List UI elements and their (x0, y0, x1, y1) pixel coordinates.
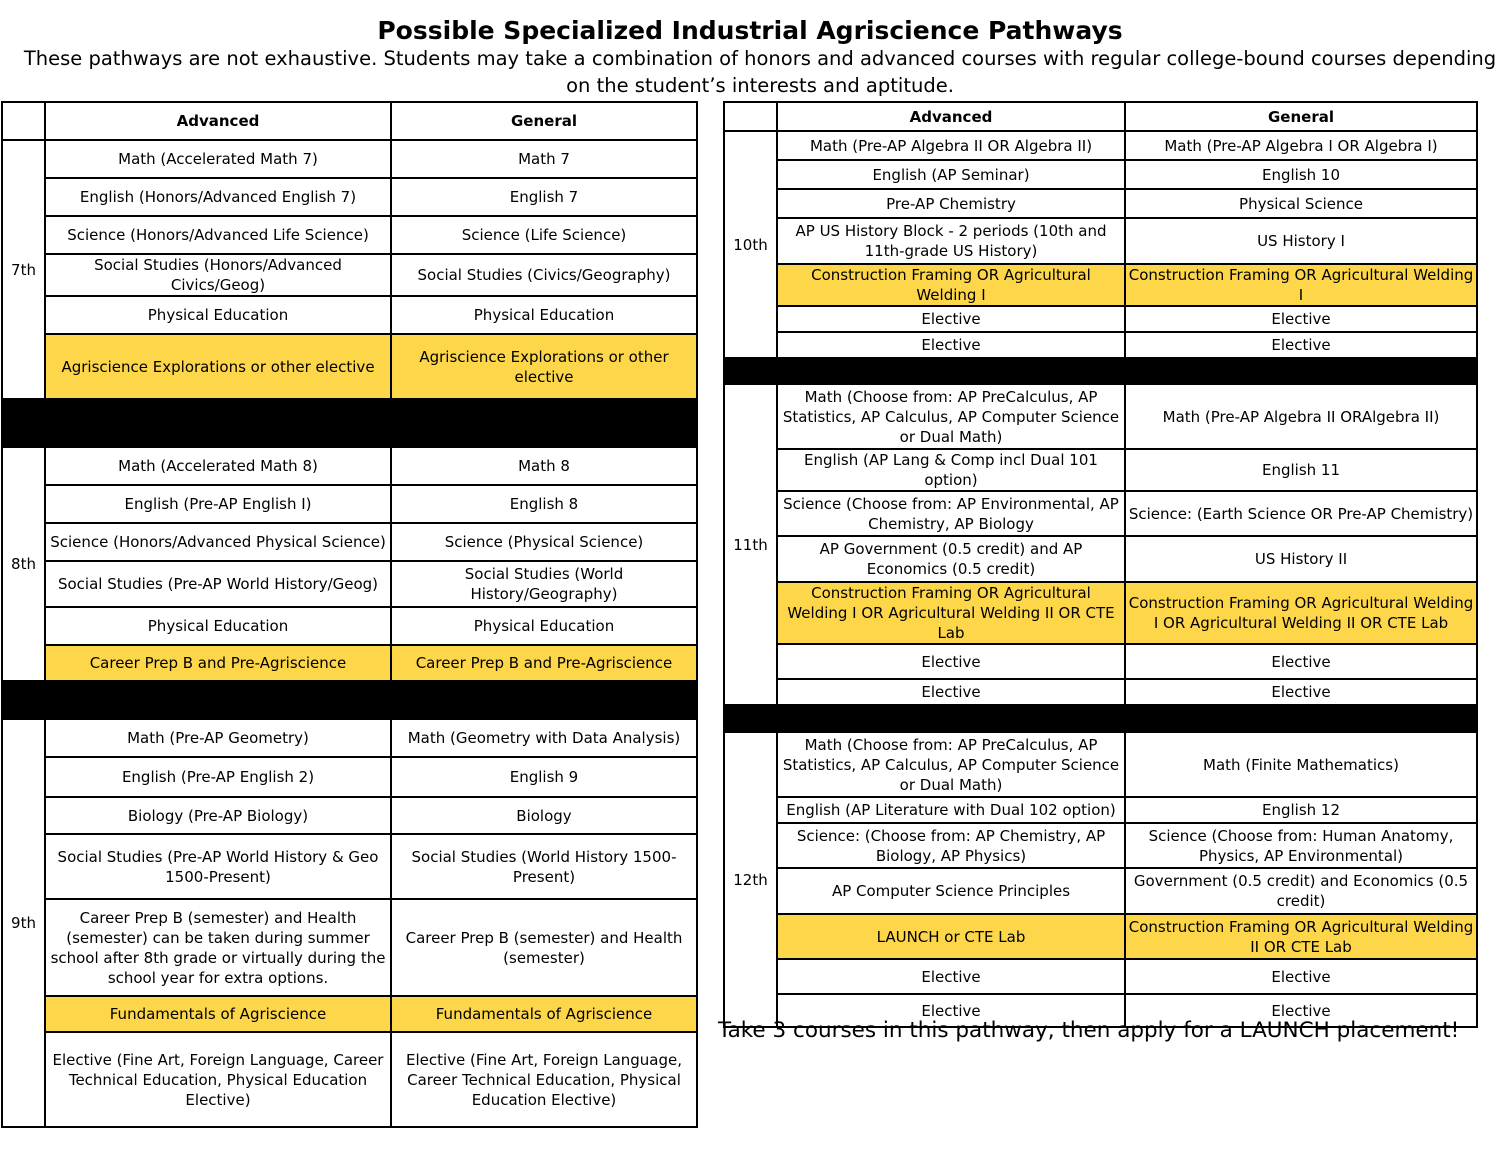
right-pathway-table (723, 101, 1478, 1028)
general-course-cell: Elective (1125, 332, 1477, 358)
table-row (2, 1032, 697, 1127)
table-row (2, 719, 697, 757)
general-course-cell: Science (Physical Science) (391, 523, 697, 561)
advanced-course-cell: Fundamentals of Agriscience (45, 996, 391, 1032)
general-course-cell: English 12 (1125, 797, 1477, 823)
advanced-course-cell: English (Honors/Advanced English 7) (45, 178, 391, 216)
table-row (2, 447, 697, 485)
general-course-cell: Career Prep B (semester) and Health (semester) (391, 899, 697, 996)
general-course-cell: English 10 (1125, 160, 1477, 189)
general-course-cell: Agriscience Explorations or other elective (391, 334, 697, 399)
table-row (2, 607, 697, 645)
highlighted-row (2, 996, 697, 1032)
general-course-cell: US History I (1125, 218, 1477, 264)
table-row (2, 140, 697, 178)
table-row (2, 216, 697, 254)
general-course-cell: Fundamentals of Agriscience (391, 996, 697, 1032)
general-course-cell: Math 7 (391, 140, 697, 178)
table-row (724, 306, 1477, 332)
general-course-cell: US History II (1125, 536, 1477, 582)
highlighted-row (724, 914, 1477, 959)
advanced-course-cell: Math (Pre-AP Algebra II OR Algebra II) (777, 131, 1125, 160)
general-course-cell: Elective (1125, 994, 1477, 1027)
advanced-course-cell: Agriscience Explorations or other elective (45, 334, 391, 399)
grade-separator (724, 705, 1477, 732)
table-header-row (2, 102, 697, 140)
advanced-course-cell: Elective (777, 959, 1125, 994)
advanced-course-cell: Pre-AP Chemistry (777, 189, 1125, 218)
highlighted-row (724, 582, 1477, 644)
advanced-course-cell: Elective (Fine Art, Foreign Language, Career Technical Education, Physical Education Elective) (45, 1032, 391, 1127)
general-course-cell: Elective (1125, 306, 1477, 332)
advanced-course-cell: LAUNCH or CTE Lab (777, 914, 1125, 959)
advanced-course-cell: Physical Education (45, 296, 391, 334)
table-row (724, 797, 1477, 823)
grade-separator (2, 399, 697, 447)
advanced-course-cell: Social Studies (Honors/Advanced Civics/Geog) (45, 254, 391, 296)
general-column-header: General (391, 102, 697, 140)
highlighted-row (724, 264, 1477, 306)
table-row (2, 178, 697, 216)
grade-label-11th: 11th (724, 384, 777, 705)
advanced-course-cell: Elective (777, 644, 1125, 679)
advanced-course-cell: English (AP Seminar) (777, 160, 1125, 189)
grade-label-9th: 9th (2, 719, 45, 1127)
table-row (2, 523, 697, 561)
advanced-course-cell: Physical Education (45, 607, 391, 645)
advanced-course-cell: AP Government (0.5 credit) and AP Economics (0.5 credit) (777, 536, 1125, 582)
general-course-cell: Construction Framing OR Agricultural Welding I (1125, 264, 1477, 306)
advanced-course-cell: AP US History Block - 2 periods (10th and 11th-grade US History) (777, 218, 1125, 264)
advanced-course-cell: Science (Honors/Advanced Physical Science) (45, 523, 391, 561)
general-course-cell: Math (Geometry with Data Analysis) (391, 719, 697, 757)
table-row (2, 797, 697, 834)
left-pathway-table (1, 101, 698, 1128)
table-row (724, 644, 1477, 679)
grade-label-10th: 10th (724, 131, 777, 358)
table-row (2, 296, 697, 334)
general-course-cell: Science (Life Science) (391, 216, 697, 254)
advanced-course-cell: Math (Accelerated Math 7) (45, 140, 391, 178)
table-row (2, 485, 697, 523)
table-row (724, 959, 1477, 994)
table-row (2, 899, 697, 996)
highlighted-row (2, 334, 697, 399)
advanced-column-header: Advanced (45, 102, 391, 140)
table-row (724, 536, 1477, 582)
advanced-course-cell: Career Prep B (semester) and Health (semester) can be taken during summer school after 8th grade or virtually during the school year for extra options. (45, 899, 391, 996)
advanced-course-cell: Math (Pre-AP Geometry) (45, 719, 391, 757)
general-course-cell: Construction Framing OR Agricultural Welding II OR CTE Lab (1125, 914, 1477, 959)
advanced-course-cell: English (Pre-AP English 2) (45, 757, 391, 797)
general-course-cell: Elective (1125, 644, 1477, 679)
table-row (724, 679, 1477, 705)
advanced-course-cell: Elective (777, 306, 1125, 332)
grade-header-cell (724, 102, 777, 131)
general-course-cell: Physical Science (1125, 189, 1477, 218)
general-course-cell: Social Studies (World History 1500-Present) (391, 834, 697, 899)
page-title: Possible Specialized Industrial Agriscience Pathways (377, 16, 1123, 45)
table-row (2, 254, 697, 296)
general-course-cell: English 9 (391, 757, 697, 797)
table-row (724, 189, 1477, 218)
general-column-header: General (1125, 102, 1477, 131)
advanced-course-cell: English (AP Literature with Dual 102 option) (777, 797, 1125, 823)
table-row (724, 131, 1477, 160)
table-row (724, 491, 1477, 536)
advanced-course-cell: Elective (777, 994, 1125, 1027)
advanced-column-header: Advanced (777, 102, 1125, 131)
general-course-cell: Elective (1125, 679, 1477, 705)
general-course-cell: Career Prep B and Pre-Agriscience (391, 645, 697, 681)
table-row (724, 160, 1477, 189)
advanced-course-cell: English (Pre-AP English I) (45, 485, 391, 523)
page-subtitle: These pathways are not exhaustive. Students may take a combination of honors and advanced courses with regular college-bound courses depending on the student’s interests and aptitude. (23, 47, 1497, 97)
advanced-course-cell: Biology (Pre-AP Biology) (45, 797, 391, 834)
advanced-course-cell: AP Computer Science Principles (777, 868, 1125, 914)
advanced-course-cell: Social Studies (Pre-AP World History/Geog) (45, 561, 391, 607)
table-header-row (724, 102, 1477, 131)
advanced-course-cell: Construction Framing OR Agricultural Welding I (777, 264, 1125, 306)
general-course-cell: Social Studies (Civics/Geography) (391, 254, 697, 296)
advanced-course-cell: Construction Framing OR Agricultural Welding I OR Agricultural Welding II OR CTE Lab (777, 582, 1125, 644)
general-course-cell: Social Studies (World History/Geography) (391, 561, 697, 607)
advanced-course-cell: Elective (777, 332, 1125, 358)
general-course-cell: Math (Pre-AP Algebra I OR Algebra I) (1125, 131, 1477, 160)
table-row (2, 757, 697, 797)
general-course-cell: Biology (391, 797, 697, 834)
general-course-cell: English 7 (391, 178, 697, 216)
table-row (724, 218, 1477, 264)
table-row (724, 823, 1477, 868)
grade-label-7th: 7th (2, 140, 45, 399)
table-row (724, 732, 1477, 797)
general-course-cell: Elective (1125, 959, 1477, 994)
general-course-cell: English 8 (391, 485, 697, 523)
advanced-course-cell: English (AP Lang & Comp incl Dual 101 option) (777, 449, 1125, 491)
table-row (724, 384, 1477, 449)
general-course-cell: Physical Education (391, 607, 697, 645)
advanced-course-cell: Science (Choose from: AP Environmental, AP Chemistry, AP Biology (777, 491, 1125, 536)
grade-separator (724, 358, 1477, 384)
grade-header-cell (2, 102, 45, 140)
general-course-cell: English 11 (1125, 449, 1477, 491)
grade-separator (2, 681, 697, 719)
advanced-course-cell: Science: (Choose from: AP Chemistry, AP Biology, AP Physics) (777, 823, 1125, 868)
general-course-cell: Elective (Fine Art, Foreign Language, Career Technical Education, Physical Education Elective) (391, 1032, 697, 1127)
advanced-course-cell: Math (Accelerated Math 8) (45, 447, 391, 485)
highlighted-row (2, 645, 697, 681)
general-course-cell: Math (Finite Mathematics) (1125, 732, 1477, 797)
general-course-cell: Construction Framing OR Agricultural Welding I OR Agricultural Welding II OR CTE Lab (1125, 582, 1477, 644)
advanced-course-cell: Math (Choose from: AP PreCalculus, AP Statistics, AP Calculus, AP Computer Science or Dual Math) (777, 384, 1125, 449)
table-row (724, 449, 1477, 491)
advanced-course-cell: Social Studies (Pre-AP World History & Geo 1500-Present) (45, 834, 391, 899)
table-row (2, 561, 697, 607)
table-row (2, 834, 697, 899)
general-course-cell: Physical Education (391, 296, 697, 334)
table-row (724, 868, 1477, 914)
advanced-course-cell: Career Prep B and Pre-Agriscience (45, 645, 391, 681)
grade-label-8th: 8th (2, 447, 45, 681)
advanced-course-cell: Math (Choose from: AP PreCalculus, AP Statistics, AP Calculus, AP Computer Science or Dual Math) (777, 732, 1125, 797)
advanced-course-cell: Elective (777, 679, 1125, 705)
general-course-cell: Math 8 (391, 447, 697, 485)
general-course-cell: Science: (Earth Science OR Pre-AP Chemistry) (1125, 491, 1477, 536)
general-course-cell: Science (Choose from: Human Anatomy, Physics, AP Environmental) (1125, 823, 1477, 868)
table-row (724, 332, 1477, 358)
general-course-cell: Math (Pre-AP Algebra II ORAlgebra II) (1125, 384, 1477, 449)
grade-label-12th: 12th (724, 732, 777, 1027)
launch-note: Take 3 courses in this pathway, then apply for a LAUNCH placement! (718, 1018, 1460, 1043)
general-course-cell: Government (0.5 credit) and Economics (0.5 credit) (1125, 868, 1477, 914)
advanced-course-cell: Science (Honors/Advanced Life Science) (45, 216, 391, 254)
